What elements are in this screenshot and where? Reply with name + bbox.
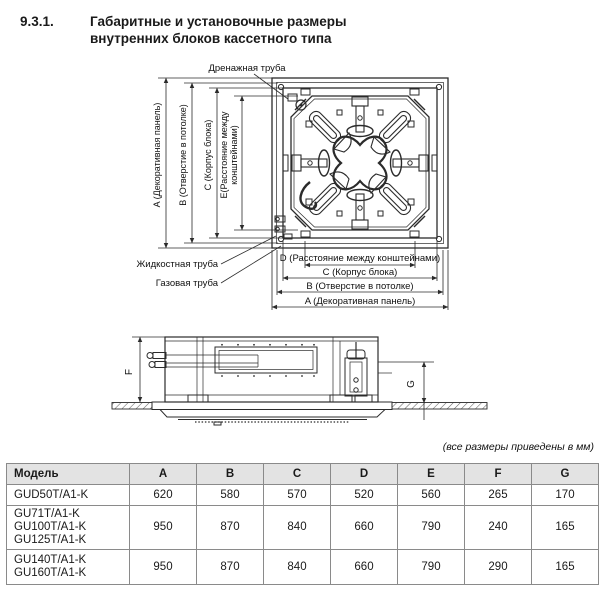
dim-label-c-vertical: C (Корпус блока) (203, 119, 213, 191)
ceiling-section-left (112, 403, 152, 410)
col-header-c: C (264, 464, 331, 485)
fan-hub (334, 137, 387, 190)
col-header-d: D (331, 464, 398, 485)
side-pipe-stubs (147, 353, 258, 368)
value-cell: 570 (264, 485, 331, 506)
decorative-panel-outline (272, 78, 448, 248)
col-header-g: G (532, 464, 599, 485)
dim-label-e-line1: E(Расстояние между (219, 111, 229, 199)
model-name: GU140T/A1-K (14, 554, 87, 566)
side-hanger-bracket (345, 342, 367, 396)
value-cell: 790 (398, 506, 465, 550)
title-line2: внутренних блоков кассетного типа (90, 31, 332, 46)
table-header-row (7, 464, 599, 485)
title-line1: Габаритные и установочные размеры (90, 14, 347, 29)
value-cell: 170 (532, 485, 599, 506)
value-cell: 790 (398, 550, 465, 585)
col-header-b: B (197, 464, 264, 485)
table-row (7, 506, 599, 550)
col-header-f: F (465, 464, 532, 485)
value-cell: 560 (398, 485, 465, 506)
value-cell: 165 (532, 506, 599, 550)
value-cell: 870 (197, 506, 264, 550)
gas-pipe-label: Газовая труба (155, 278, 218, 289)
dim-label-c-horizontal: C (Корпус блока) (322, 267, 398, 278)
value-cell: 660 (331, 506, 398, 550)
dim-label-f: F (124, 368, 135, 376)
value-cell: 950 (130, 550, 197, 585)
drain-pipe-label: Дренажная труба (208, 63, 286, 74)
side-view-labels (124, 369, 417, 388)
side-view-dimensions (132, 337, 434, 420)
dim-label-a-vertical: A (Декоративная панель) (152, 102, 162, 208)
section-number: 9.3.1. (20, 14, 54, 29)
model-name: GU71T/A1-K (14, 508, 80, 520)
model-name: GU100T/A1-K (14, 521, 87, 533)
side-view-unit (112, 337, 487, 425)
value-cell: 870 (197, 550, 264, 585)
dimensions-table (6, 463, 599, 585)
model-name: GUD50T/A1-K (14, 488, 89, 501)
corner-fittings (278, 84, 441, 241)
dim-label-b-vertical: B (Отверстие в потолке) (178, 104, 188, 206)
liquid-pipe-label: Жидкостная труба (136, 259, 218, 270)
model-cell (7, 550, 130, 585)
value-cell: 265 (465, 485, 532, 506)
dim-label-b-horizontal: B (Отверстие в потолке) (306, 281, 414, 292)
liquid-pipe-leader (221, 236, 276, 264)
unit-body-outline (283, 88, 437, 238)
model-name: GU125T/A1-K (14, 534, 87, 546)
ceiling-section-right (392, 403, 487, 410)
col-header-model: Модель (7, 464, 130, 485)
value-cell: 840 (264, 550, 331, 585)
model-cell (7, 485, 130, 506)
col-header-e: E (398, 464, 465, 485)
value-cell: 240 (465, 506, 532, 550)
table-row (7, 485, 599, 506)
value-cell: 620 (130, 485, 197, 506)
units-note: (все размеры приведены в мм) (442, 441, 594, 453)
value-cell: 520 (331, 485, 398, 506)
model-cell (7, 506, 130, 550)
dim-label-g: G (406, 380, 417, 388)
side-grille-panel (215, 347, 317, 373)
dim-label-e-line2: конштейнами) (229, 125, 239, 185)
value-cell: 580 (197, 485, 264, 506)
model-name: GU160T/A1-K (14, 567, 87, 579)
value-cell: 290 (465, 550, 532, 585)
dim-label-d-horizontal: D (Расстояние между конштейнами) (279, 253, 441, 264)
value-cell: 950 (130, 506, 197, 550)
value-cell: 165 (532, 550, 599, 585)
top-view-unit (272, 78, 448, 248)
value-cell: 840 (264, 506, 331, 550)
col-header-a: A (130, 464, 197, 485)
value-cell: 660 (331, 550, 398, 585)
table-row (7, 550, 599, 585)
dim-label-a-horizontal: A (Декоративная панель) (304, 296, 416, 307)
side-decorative-panel (152, 402, 392, 425)
